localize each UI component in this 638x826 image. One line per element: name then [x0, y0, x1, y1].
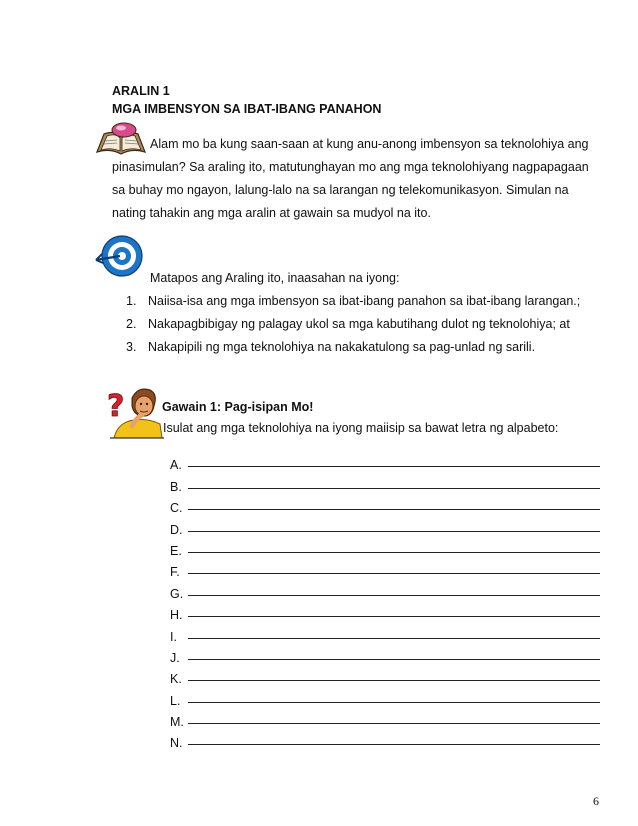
blank-line[interactable] [188, 723, 600, 724]
objectives-lead: Matapos ang Araling ito, inaasahan na iyong: [150, 271, 400, 285]
answer-line[interactable]: G. [170, 579, 600, 600]
intro-line-3: sa buhay mo ngayon, lalung-lalo na sa larangan ng telekomunikasyon. Simulan na [112, 183, 569, 197]
intro-line-1: Alam mo ba kung saan-saan at kung anu-anong imbensyon sa teknolohiya ang [150, 137, 589, 151]
lesson-number: ARALIN 1 [112, 84, 170, 98]
objective-item: 1. Naiisa-isa ang mga imbensyon sa ibat-ibang panahon sa ibat-ibang larangan.; [126, 294, 581, 308]
page-number: 6 [593, 794, 599, 808]
answer-line[interactable]: I. [170, 622, 600, 643]
target-arrow-icon [92, 232, 144, 284]
alphabet-answer-lines [170, 451, 600, 750]
svg-text:?: ? [107, 389, 125, 424]
intro-paragraph [112, 133, 622, 225]
blank-line[interactable] [188, 744, 600, 745]
blank-line[interactable] [188, 659, 600, 660]
answer-line[interactable]: N. [170, 729, 600, 750]
answer-line[interactable]: L. [170, 686, 600, 707]
intro-line-4: nating tahakin ang mga aralin at gawain sa mudyol na ito. [112, 206, 431, 220]
objectives-list [126, 290, 580, 359]
blank-line[interactable] [188, 595, 600, 596]
blank-line[interactable] [188, 531, 600, 532]
answer-line[interactable]: D. [170, 515, 600, 536]
blank-line[interactable] [188, 466, 600, 467]
intro-line-2: pinasimulan? Sa araling ito, matutunghayan mo ang mga teknolohiyang nagpapagaan [112, 160, 589, 174]
answer-line[interactable]: E. [170, 537, 600, 558]
answer-line[interactable]: A. [170, 451, 600, 472]
answer-line[interactable]: J. [170, 644, 600, 665]
answer-line[interactable]: C. [170, 494, 600, 515]
objective-item: 3. Nakapipili ng mga teknolohiya na nakakatulong sa pag-unlad ng sarili. [126, 340, 536, 354]
blank-line[interactable] [188, 552, 600, 553]
blank-line[interactable] [188, 573, 600, 574]
blank-line[interactable] [188, 509, 600, 510]
objective-item: 2. Nakapagbibigay ng palagay ukol sa mga kabutihang dulot ng teknolohiya; at [126, 317, 570, 331]
answer-line[interactable]: H. [170, 601, 600, 622]
answer-line[interactable]: K. [170, 665, 600, 686]
blank-line[interactable] [188, 680, 600, 681]
activity-instruction: Isulat ang mga teknolohiya na iyong maiisip sa bawat letra ng alpabeto: [163, 421, 559, 435]
answer-line[interactable]: B. [170, 472, 600, 493]
activity-title: Gawain 1: Pag-isipan Mo! [162, 400, 314, 414]
thinking-person-question-mark-icon [104, 382, 166, 442]
blank-line[interactable] [188, 616, 600, 617]
blank-line[interactable] [188, 638, 600, 639]
lesson-title: MGA IMBENSYON SA IBAT-IBANG PANAHON [112, 102, 382, 116]
blank-line[interactable] [188, 488, 600, 489]
answer-line[interactable]: F. [170, 558, 600, 579]
blank-line[interactable] [188, 702, 600, 703]
answer-line[interactable]: M. [170, 708, 600, 729]
